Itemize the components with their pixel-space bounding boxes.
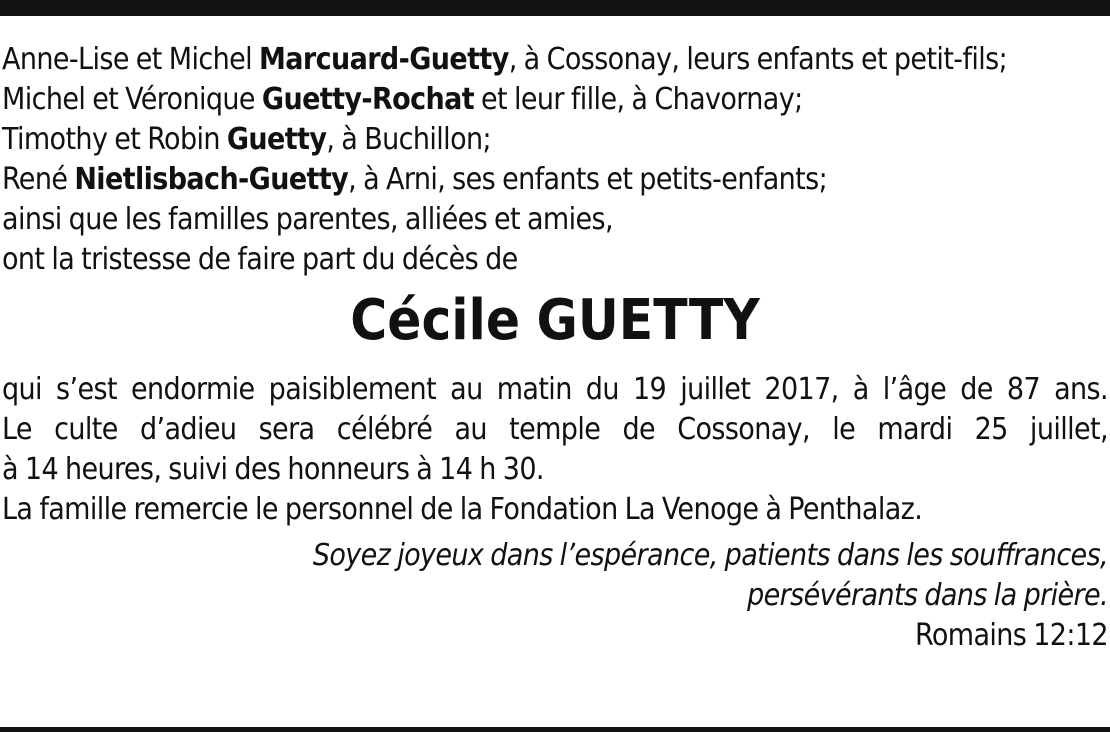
family-line-1-prefix: Anne-Lise et Michel — [2, 42, 259, 77]
family-line-1-surname: Marcuard-Guetty — [258, 42, 509, 77]
family-line-4-prefix: René — [2, 162, 75, 197]
family-line-2-surname: Guetty-Rochat — [261, 82, 475, 117]
family-line-3-surname: Guetty — [226, 122, 327, 157]
quote-line-2: persévérants dans la prière. — [747, 578, 1108, 613]
family-line-2 — [2, 80, 1108, 120]
family-line-3 — [2, 120, 1108, 160]
family-line-4-suffix: , à Arni, ses enfants et petits-enfants; — [348, 162, 828, 197]
family-line-1 — [2, 40, 1108, 80]
family-line-3-suffix: , à Buchillon; — [326, 122, 491, 157]
bottom-rule — [0, 727, 1110, 732]
quote-reference: Romains 12:12 — [915, 618, 1108, 653]
top-rule — [0, 0, 1110, 16]
family-line-2-prefix: Michel et Véronique — [2, 82, 262, 117]
body-line-1: qui s’est endormie paisiblement au matin du 19 juillet 2017, à l’âge de 87 ans. — [2, 372, 1108, 407]
quote-line-1: Soyez joyeux dans l’espérance, patients dans les souffrances, — [312, 538, 1108, 573]
intro-line-2: ont la tristesse de faire part du décès de — [2, 242, 518, 277]
body-line-4: La famille remercie le personnel de la Fondation La Venoge à Penthalaz. — [2, 492, 923, 527]
obituary-notice — [2, 40, 1108, 656]
family-line-4-surname: Nietlisbach-Guetty — [74, 162, 349, 197]
family-line-4 — [2, 160, 1108, 200]
body-line-3: à 14 heures, suivi des honneurs à 14 h 30. — [2, 452, 544, 487]
family-line-2-suffix: et leur fille, à Chavornay; — [474, 82, 803, 117]
body-line-2: Le culte d’adieu sera célébré au temple de Cossonay, le mardi 25 juillet, — [2, 412, 1108, 447]
intro-line-1: ainsi que les familles parentes, alliées et amies, — [2, 202, 613, 237]
scripture-quote — [2, 536, 1108, 656]
deceased-name-heading: Cécile GUETTY — [350, 288, 760, 353]
family-line-3-prefix: Timothy et Robin — [2, 122, 227, 157]
family-line-1-suffix: , à Cossonay, leurs enfants et petit-fils; — [508, 42, 1008, 77]
